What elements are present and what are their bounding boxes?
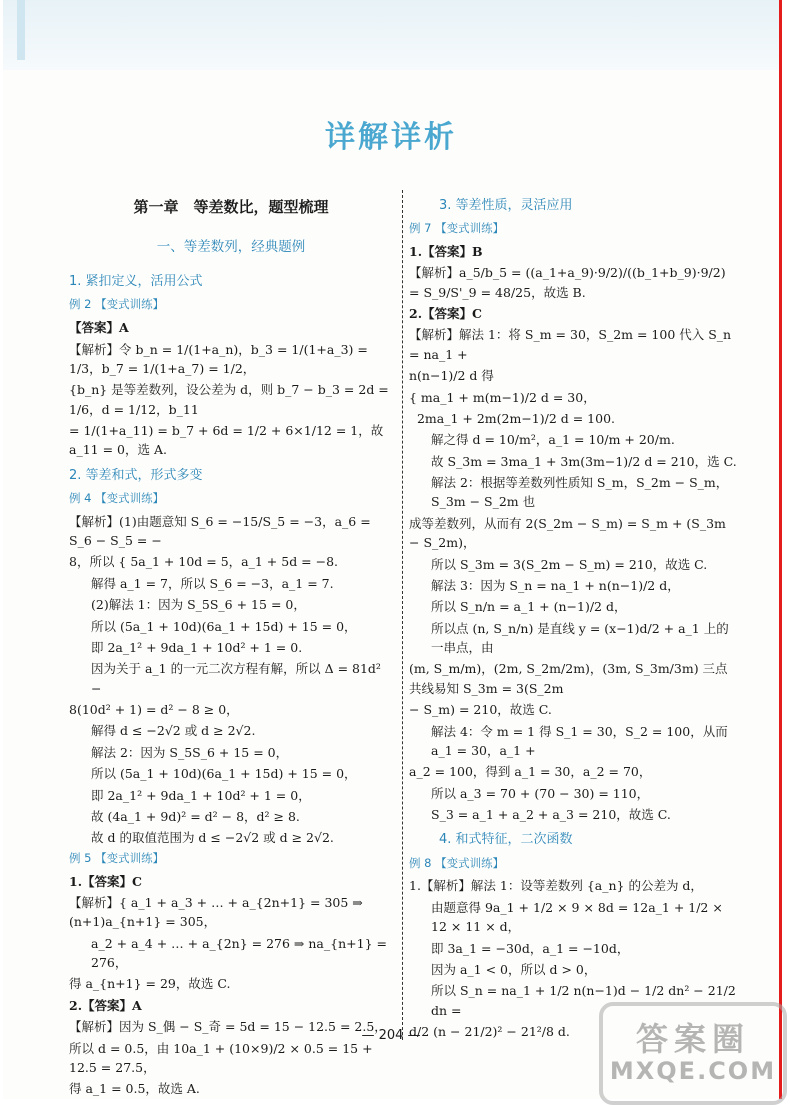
example-5-label: 例 5 【变式训练】 xyxy=(69,850,165,865)
column-divider xyxy=(402,190,403,1040)
left-stripe xyxy=(17,0,25,60)
watermark-text-bottom: MXQE.COM xyxy=(609,1057,777,1086)
solution-line: 【解析】(1)由题意知 S_6 = −15/S_5 = −3，a_6 = S_6 − S_5 = − xyxy=(69,513,375,549)
solution-line: { ma_1 + m(m−1)/2 d = 30， xyxy=(409,389,596,405)
solution-line: 解法 2：根据等差数列性质知 S_m，S_2m − S_m，S_3m − S_2m 也 xyxy=(431,475,729,510)
subheading-4: 4. 和式特征，二次函数 xyxy=(439,832,573,848)
example-5-q1-answer: 1.【答案】C xyxy=(69,873,142,889)
solution-line: 得 a_1 = 0.5，故选 A. xyxy=(69,1081,200,1097)
solution-line: 解法 2：因为 S_5S_6 + 15 = 0， xyxy=(91,744,289,760)
solution-line: − S_m) = 210，故选 C. xyxy=(409,702,552,718)
solution-line: 所以 S_3m = 3(S_2m − S_m) = 210，故选 C. xyxy=(431,556,708,572)
solution-line: 即 3a_1 = −30d，a_1 = −10d， xyxy=(431,940,630,956)
solution-line: {b_n} 是等差数列，设公差为 d，则 b_7 − b_3 = 2d = 1/6，d = 1/12，b_11 xyxy=(69,382,393,417)
solution-line: 所以点 (n, S_n/n) 是直线 y = (x−1)d/2 + a_1 上的一串点，由 xyxy=(431,620,729,656)
solution-line: 所以 d = 0.5，由 10a_1 + (10×9)/2 × 0.5 = 15 + 12.5 = 27.5， xyxy=(69,1040,377,1075)
solution-line: a_2 + a_4 + … + a_{2n} = 276 ⇒ na_{n+1} = 276， xyxy=(91,935,391,971)
solution-line: d/2 (n − 21/2)² − 21²/8 d. xyxy=(409,1024,570,1040)
chapter-title: 第一章 等差数比，题型梳理 xyxy=(133,198,329,216)
solution-line: 【解析】解法 1：将 S_m = 30，S_2m = 100 代入 S_n = na_1 + xyxy=(409,327,736,362)
solution-line: 所以 a_3 = 70 + (70 − 30) = 110， xyxy=(431,785,650,801)
watermark-logo xyxy=(599,1002,787,1105)
solution-line: 即 2a_1² + 9da_1 + 10d² + 1 = 0， xyxy=(91,787,311,803)
solution-line: 因为 a_1 < 0，所以 d > 0， xyxy=(431,961,597,977)
solution-line: 解得 a_1 = 7，所以 S_6 = −3，a_1 = 7. xyxy=(91,575,334,591)
solution-line: 成等差数列，从而有 2(S_2m − S_m) = S_m + (S_3m − S_2m)， xyxy=(409,515,730,551)
solution-line: 【解析】a_5/b_5 = ((a_1+a_9)·9/2)/((b_1+b_9)·9/2) = S_9/S'_9 = 48/25，故选 B. xyxy=(409,265,730,300)
subheading-1: 1. 紧扣定义，活用公式 xyxy=(69,274,203,290)
page-number: — 204 — xyxy=(361,1028,421,1043)
example-8-label: 例 8 【变式训练】 xyxy=(409,855,505,870)
solution-line: 所以 S_n/n = a_1 + (n−1)/2 d， xyxy=(431,599,627,615)
solution-line: (2)解法 1：因为 S_5S_6 + 15 = 0， xyxy=(91,597,306,613)
solution-line: 即 2a_1² + 9da_1 + 10d² + 1 = 0. xyxy=(91,639,303,655)
solution-line: 解之得 d = 10/m²，a_1 = 10/m + 20/m. xyxy=(431,432,675,448)
solution-line: 【解析】因为 S_偶 − S_奇 = 5d = 15 − 12.5 = 2.5， xyxy=(69,1019,387,1035)
solution-line: 所以 S_n = na_1 + 1/2 n(n−1)d − 1/2 dn² − 21/2 dn = xyxy=(431,983,740,1018)
solution-line: 故 d 的取值范围为 d ≤ −2√2 或 d ≥ 2√2. xyxy=(91,830,334,846)
section-heading: 一、等差数列，经典题例 xyxy=(156,239,306,256)
example-7-q2-solution xyxy=(409,325,739,824)
solution-line: 所以 (5a_1 + 10d)(6a_1 + 15d) + 15 = 0， xyxy=(91,618,357,634)
solution-line: 2ma_1 + 2m(2m−1)/2 d = 100. xyxy=(409,410,616,426)
solution-line: (m, S_m/m)，(2m, S_2m/2m)，(3m, S_3m/3m) 三点共线易知 S_3m = 3(S_2m xyxy=(409,661,728,696)
example-7-q1-answer: 1.【答案】B xyxy=(409,243,483,259)
example-7-q2-answer: 2.【答案】C xyxy=(409,306,482,322)
example-2-answer: 【答案】A xyxy=(69,320,129,336)
solution-line: 故 (4a_1 + 9d)² = d² − 8，d² ≥ 8. xyxy=(91,808,300,824)
solution-line: 8，所以 { 5a_1 + 10d = 5，a_1 + 5d = −8. xyxy=(69,554,339,570)
solution-line: n(n−1)/2 d 得 xyxy=(409,368,494,384)
solution-line: 解法 3：因为 S_n = na_1 + n(n−1)/2 d， xyxy=(431,577,680,593)
solution-line: 所以 (5a_1 + 10d)(6a_1 + 15d) + 15 = 0， xyxy=(91,766,357,782)
top-band xyxy=(3,0,779,70)
solution-line: 由题意得 9a_1 + 1/2 × 9 × 8d = 12a_1 + 1/2 × 12 × 11 × d， xyxy=(431,899,727,935)
solution-line: 因为关于 a_1 的一元二次方程有解，所以 Δ = 81d² − xyxy=(91,661,385,696)
solution-line: 【解析】令 b_n = 1/(1+a_n)，b_3 = 1/(1+a_3) = 1/3，b_7 = 1/(1+a_7) = 1/2， xyxy=(69,341,372,376)
solution-line: S_3 = a_1 + a_2 + a_3 = 210，故选 C. xyxy=(431,807,671,823)
solution-line: a_2 = 100，得到 a_1 = 30，a_2 = 70， xyxy=(409,764,652,780)
subheading-3: 3. 等差性质，灵活应用 xyxy=(439,198,573,213)
watermark-text-top: 答案圈 xyxy=(635,1019,750,1058)
example-7-label: 例 7 【变式训练】 xyxy=(409,221,505,236)
solution-line: 解得 d ≤ −2√2 或 d ≥ 2√2. xyxy=(91,723,256,739)
solution-line: 8(10d² + 1) = d² − 8 ≥ 0， xyxy=(69,702,239,718)
solution-line: 解法 4：令 m = 1 得 S_1 = 30，S_2 = 100，从而 a_1 = 30，a_1 + xyxy=(431,723,732,758)
solution-line: 【解析】{ a_1 + a_3 + … + a_{2n+1} = 305 ⇒ (n+1)a_{n+1} = 305， xyxy=(69,894,367,930)
page-title: 详解详析 xyxy=(325,120,457,155)
subheading-2: 2. 等差和式，形式多变 xyxy=(69,467,203,483)
solution-line: = 1/(1+a_11) = b_7 + 6d = 1/2 + 6×1/12 = 1，故 a_11 = 0，选 A. xyxy=(69,423,388,458)
example-2-label: 例 2 【变式训练】 xyxy=(69,297,165,312)
example-5-q2-answer: 2.【答案】A xyxy=(69,997,142,1013)
example-2-solution xyxy=(69,340,393,460)
example-5-q1-solution xyxy=(69,893,393,994)
solution-line: 故 S_3m = 3ma_1 + 3m(3m−1)/2 d = 210，选 C. xyxy=(431,453,737,469)
example-4-solution xyxy=(69,512,393,848)
page xyxy=(3,0,782,1099)
example-4-label: 例 4 【变式训练】 xyxy=(69,490,165,505)
solution-line: 1.【解析】解法 1：设等差数列 {a_n} 的公差为 d， xyxy=(409,878,703,894)
right-column xyxy=(409,190,739,1043)
left-column xyxy=(69,190,393,1101)
solution-line: 得 a_{n+1} = 29，故选 C. xyxy=(69,976,231,992)
